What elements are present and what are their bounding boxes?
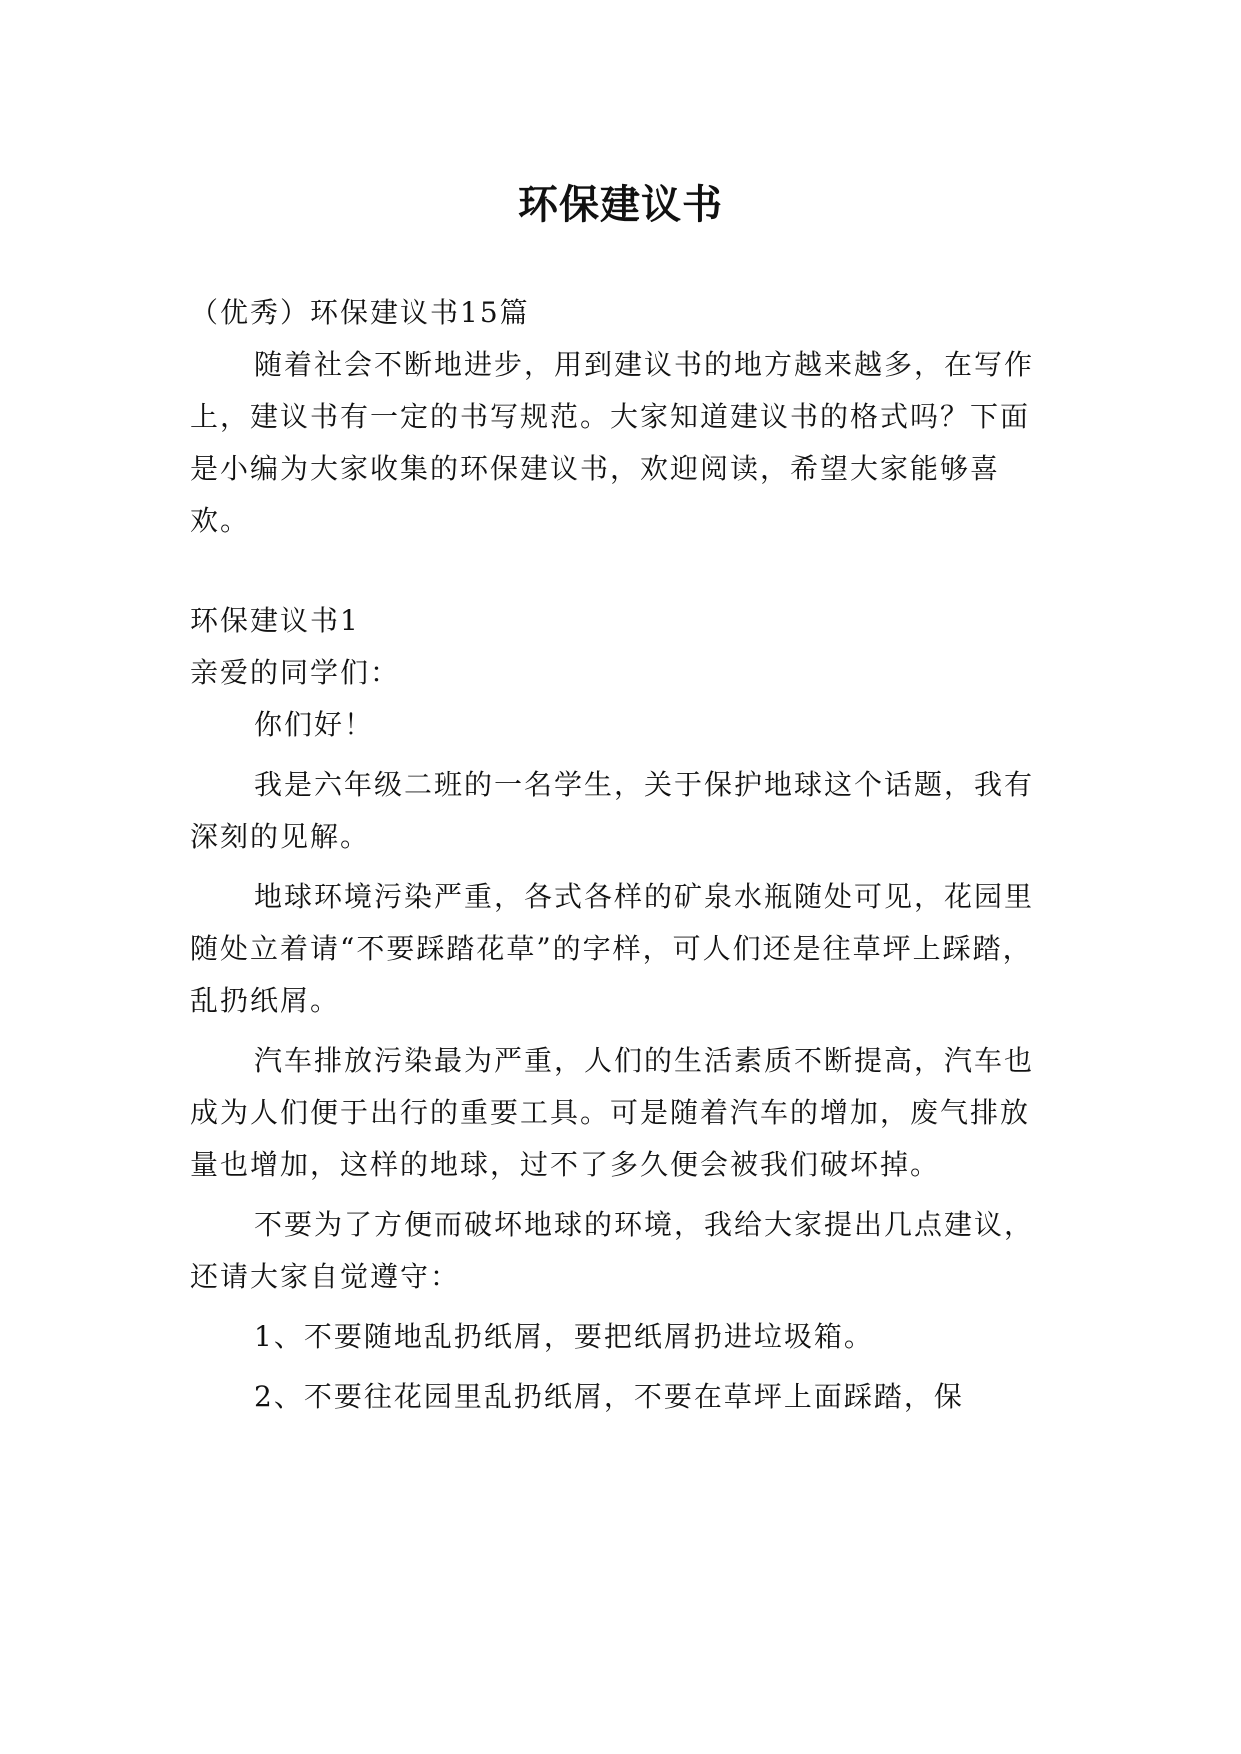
document-subtitle: （优秀）环保建议书15篇 [190, 296, 530, 329]
body-paragraph: 地球环境污染严重，各式各样的矿泉水瓶随处可见，花园里随处立着请“不要踩踏花草”的字样，可人们还是往草坪上踩踏，乱扔纸屑。 [190, 880, 1035, 1017]
greeting: 你们好！ [254, 708, 375, 741]
list-item: 1、不要随地乱扔纸屑，要把纸屑扔进垃圾箱。 [254, 1320, 874, 1353]
body-paragraph: 我是六年级二班的一名学生，关于保护地球这个话题，我有深刻的见解。 [190, 768, 1035, 853]
list-item: 2、不要往花园里乱扔纸屑，不要在草坪上面踩踏，保 [254, 1380, 964, 1413]
intro-paragraph: 随着社会不断地进步，用到建议书的地方越来越多，在写作上，建议书有一定的书写规范。大家知道建议书的格式吗？下面是小编为大家收集的环保建议书，欢迎阅读，希望大家能够喜欢。 [190, 348, 1035, 537]
body-paragraph: 汽车排放污染最为严重，人们的生活素质不断提高，汽车也成为人们便于出行的重要工具。可是随着汽车的增加，废气排放量也增加，这样的地球，过不了多久便会被我们破坏掉。 [190, 1044, 1035, 1181]
document-body [190, 287, 1050, 1431]
document-title: 环保建议书 [518, 181, 723, 228]
section-heading: 环保建议书1 [190, 604, 360, 637]
salutation: 亲爱的同学们： [190, 656, 401, 689]
body-paragraph: 不要为了方便而破坏地球的环境，我给大家提出几点建议，还请大家自觉遵守： [190, 1208, 1035, 1293]
